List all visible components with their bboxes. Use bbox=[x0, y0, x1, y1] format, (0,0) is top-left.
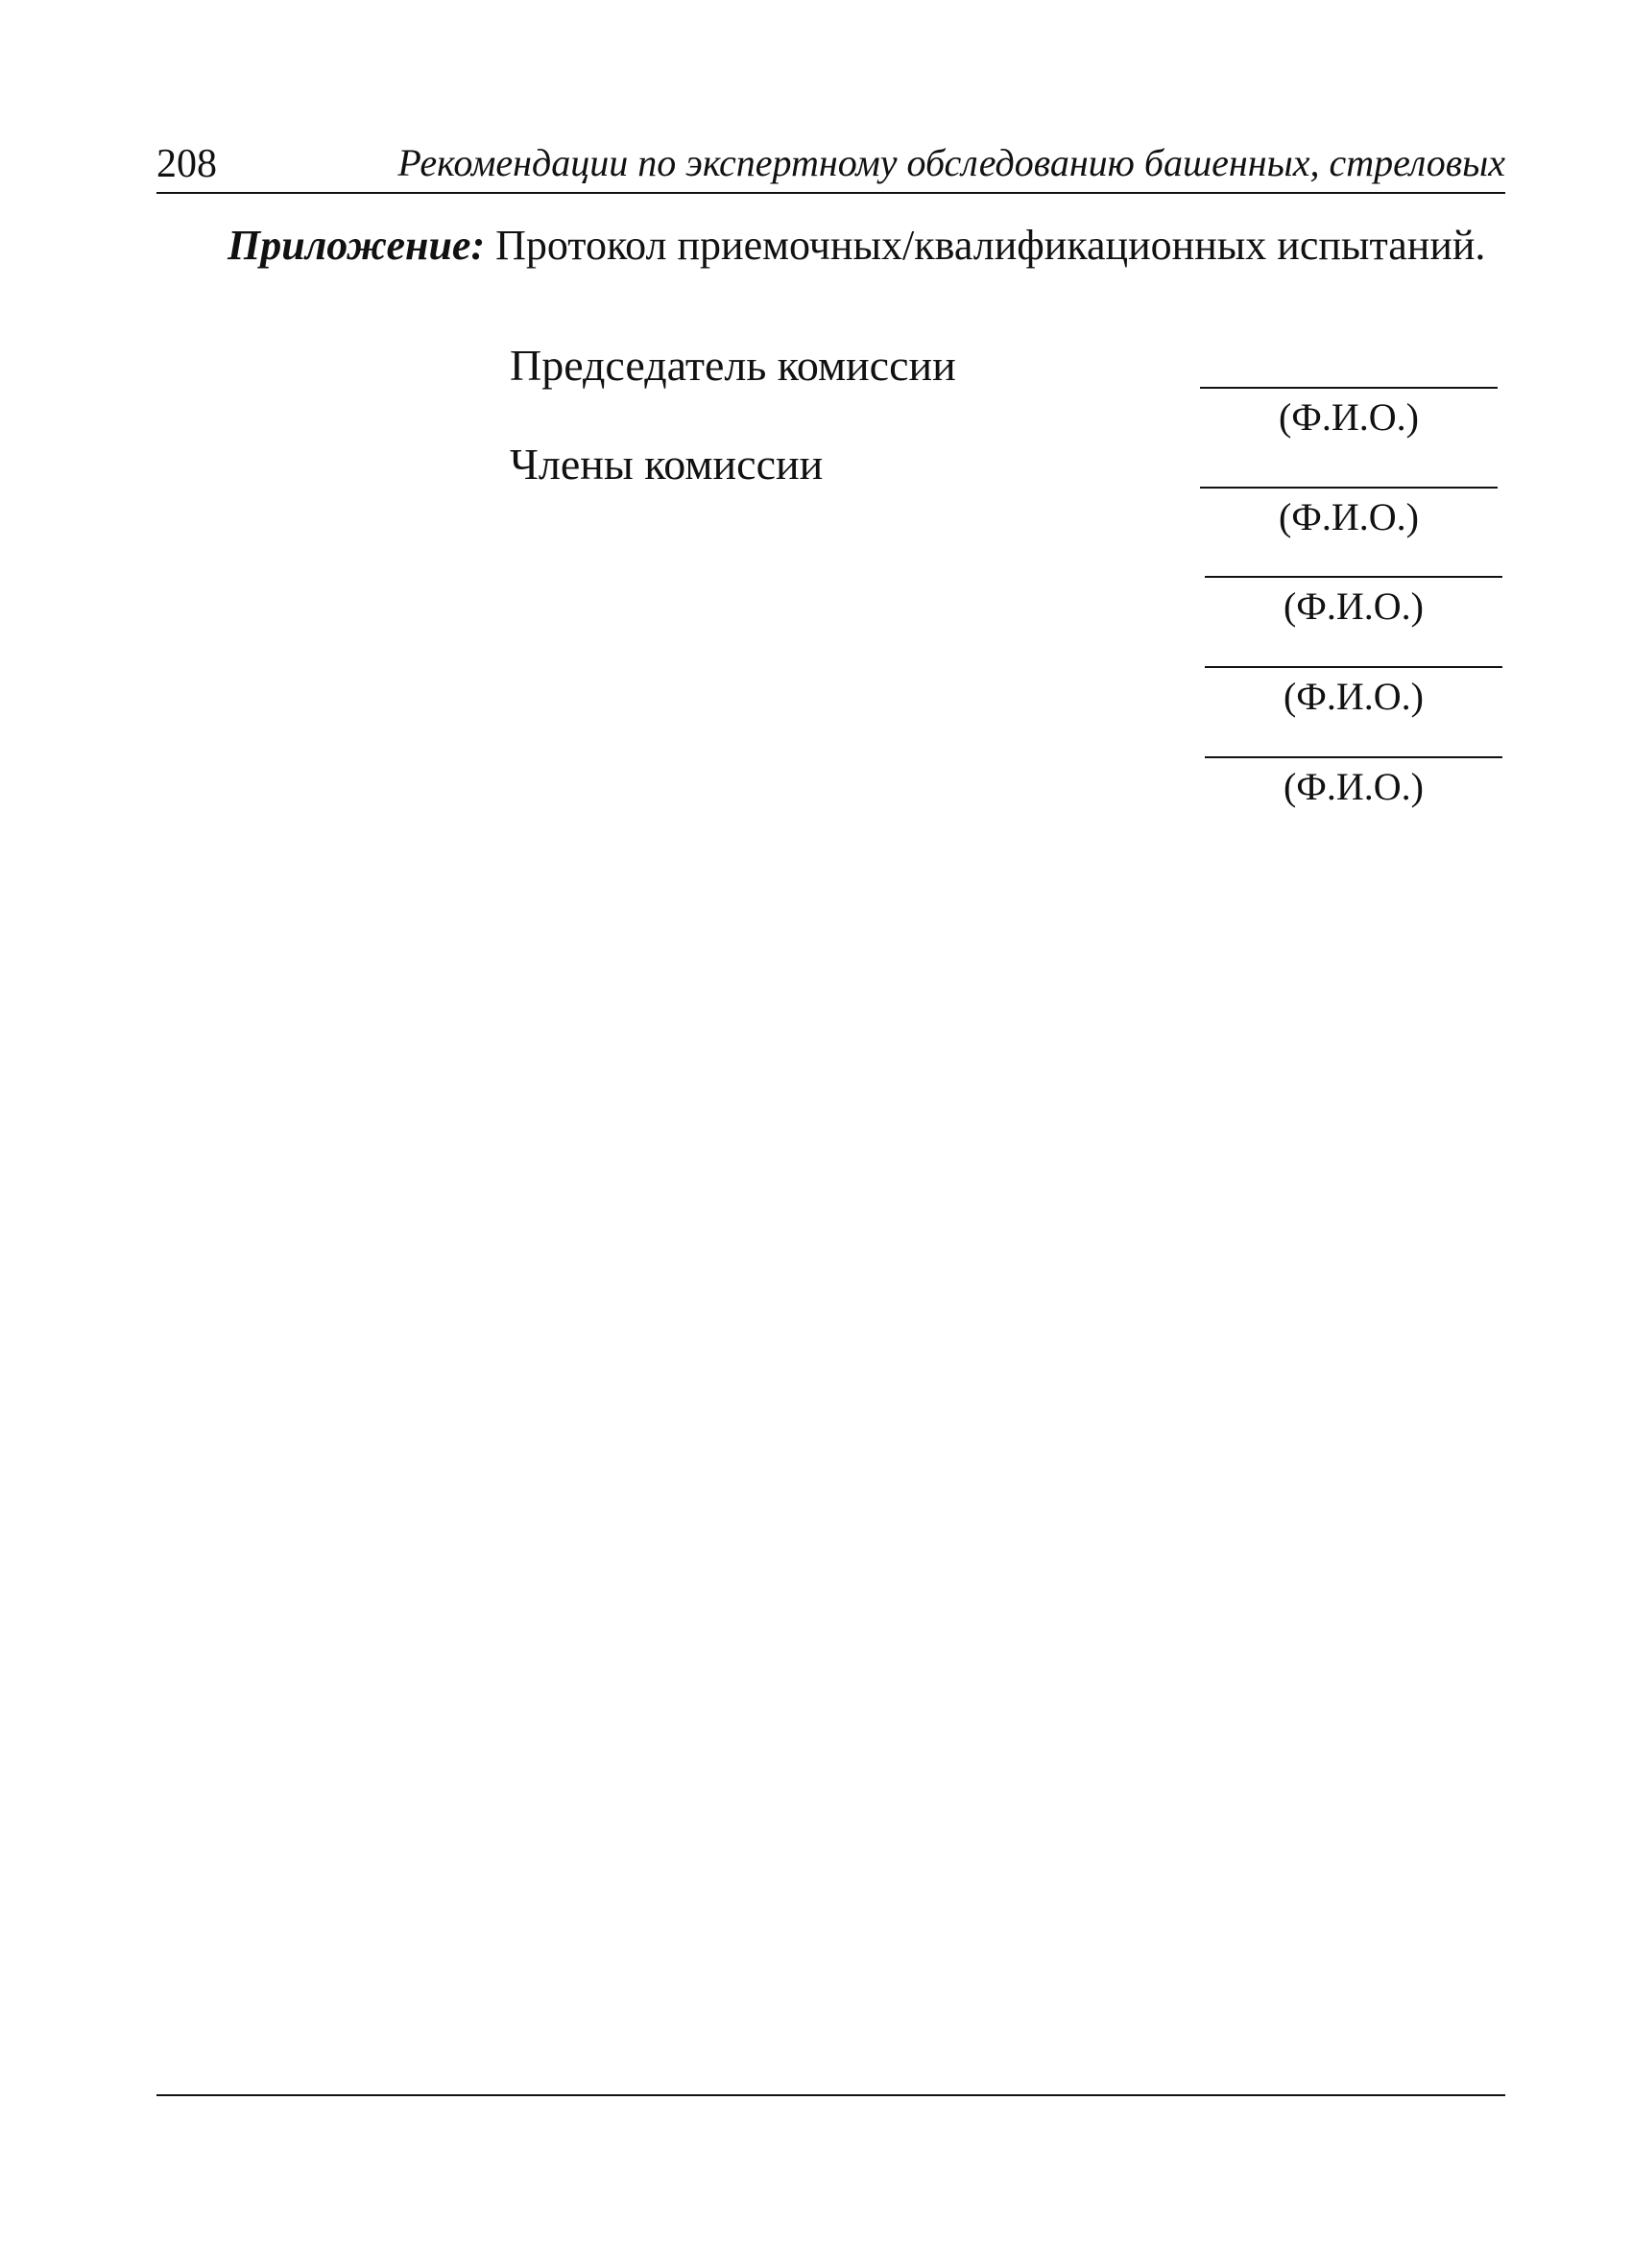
signature-line bbox=[1205, 666, 1502, 668]
chairman-label: Председатель комиссии bbox=[510, 341, 956, 390]
running-title: Рекомендации по экспертному обследованию башенных, стреловых bbox=[397, 141, 1505, 184]
header-rule bbox=[156, 192, 1505, 194]
appendix-line bbox=[228, 223, 1485, 269]
signature-member-2 bbox=[1205, 576, 1502, 626]
signature-caption: (Ф.И.О.) bbox=[1283, 675, 1424, 718]
signature-line bbox=[1205, 576, 1502, 578]
page-number: 208 bbox=[156, 142, 217, 186]
signature-caption: (Ф.И.О.) bbox=[1283, 585, 1424, 628]
signature-line bbox=[1200, 387, 1498, 389]
members-label: Члены комиссии bbox=[510, 440, 824, 489]
footer-rule bbox=[156, 2094, 1505, 2096]
signature-caption: (Ф.И.О.) bbox=[1278, 395, 1419, 439]
signature-caption: (Ф.И.О.) bbox=[1278, 495, 1419, 538]
signature-line bbox=[1200, 487, 1498, 489]
appendix-label: Приложение: bbox=[228, 222, 486, 269]
signature-member-4 bbox=[1205, 756, 1502, 806]
appendix-text: Протокол приемочных/квалификационных испытаний. bbox=[485, 222, 1486, 269]
signature-member-1 bbox=[1200, 487, 1498, 537]
signature-chairman bbox=[1200, 387, 1498, 437]
signature-line bbox=[1205, 756, 1502, 758]
signature-caption: (Ф.И.О.) bbox=[1283, 765, 1424, 808]
signature-member-3 bbox=[1205, 666, 1502, 716]
